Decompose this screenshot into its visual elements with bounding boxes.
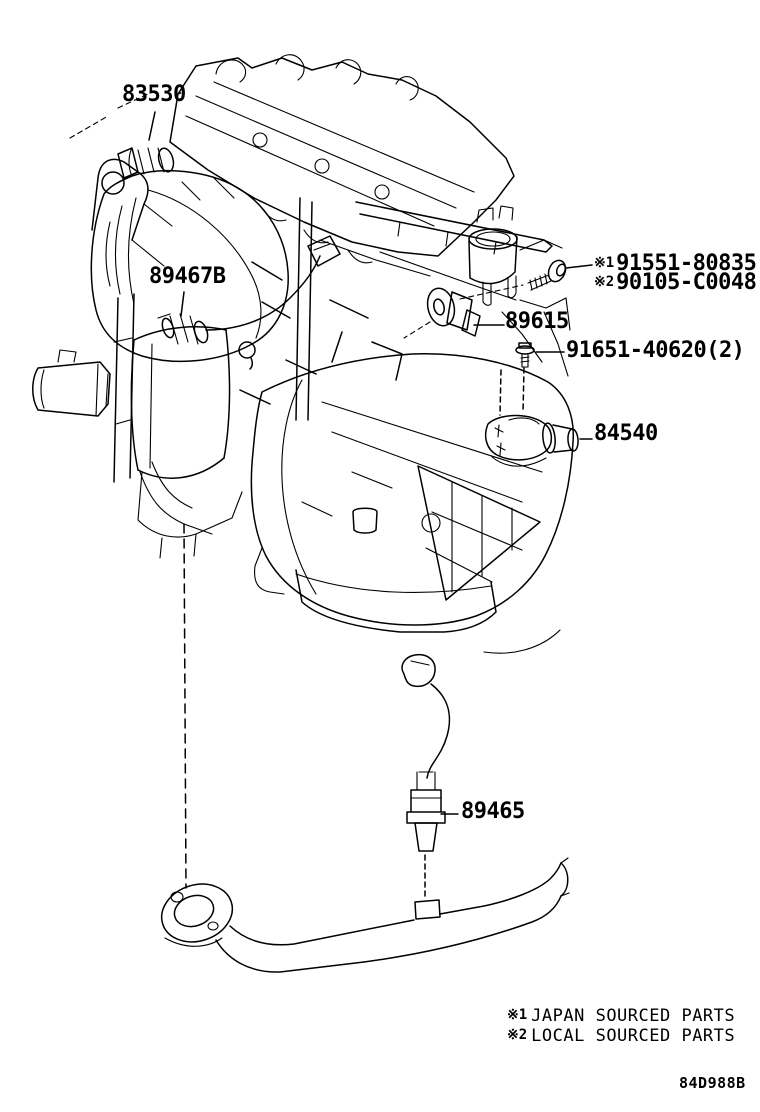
part-number: 91651-40620(2) bbox=[566, 338, 745, 363]
part-89615-sensor bbox=[404, 285, 480, 338]
part-number: 89465 bbox=[461, 799, 525, 824]
part-number: 91551-80835 bbox=[616, 251, 757, 276]
legend-japan-sourced bbox=[507, 1008, 735, 1025]
part-number: 90105-C0048 bbox=[616, 270, 757, 295]
part-number: 84540 bbox=[594, 421, 658, 446]
source-marker: ※1 bbox=[594, 255, 615, 271]
part-83530-sensor bbox=[118, 147, 176, 178]
part-number: 89467B bbox=[149, 264, 226, 289]
callout-90105 bbox=[594, 272, 756, 294]
callout-89615 bbox=[505, 311, 569, 333]
bolt-91551 bbox=[460, 258, 569, 299]
callout-84540 bbox=[594, 423, 658, 445]
legend-text: JAPAN SOURCED PARTS bbox=[531, 1006, 736, 1026]
source-marker: ※2 bbox=[507, 1027, 528, 1043]
part-89465-sensor bbox=[402, 655, 449, 851]
callout-83530 bbox=[122, 84, 186, 106]
engine-block-details bbox=[239, 198, 402, 420]
callout-91651 bbox=[566, 340, 744, 362]
part-number: 83530 bbox=[122, 82, 186, 107]
part-number: 89615 bbox=[505, 309, 569, 334]
source-marker: ※1 bbox=[507, 1007, 528, 1023]
part-89467B-sensor bbox=[158, 236, 340, 344]
diagram-code: 84D988B bbox=[679, 1074, 746, 1092]
legend-local-sourced bbox=[507, 1028, 735, 1045]
callout-89467B bbox=[149, 266, 225, 288]
source-marker: ※2 bbox=[594, 274, 615, 290]
exhaust-front-pipe bbox=[154, 858, 569, 972]
bolt-91651 bbox=[516, 343, 534, 367]
legend-text: LOCAL SOURCED PARTS bbox=[531, 1026, 736, 1046]
cylindrical-boss bbox=[469, 206, 570, 376]
leader-lines bbox=[149, 112, 592, 814]
callout-89465 bbox=[461, 801, 525, 823]
transmission bbox=[251, 354, 573, 653]
part-84540-switch bbox=[486, 368, 579, 466]
dashed-locator-lines bbox=[184, 524, 425, 897]
